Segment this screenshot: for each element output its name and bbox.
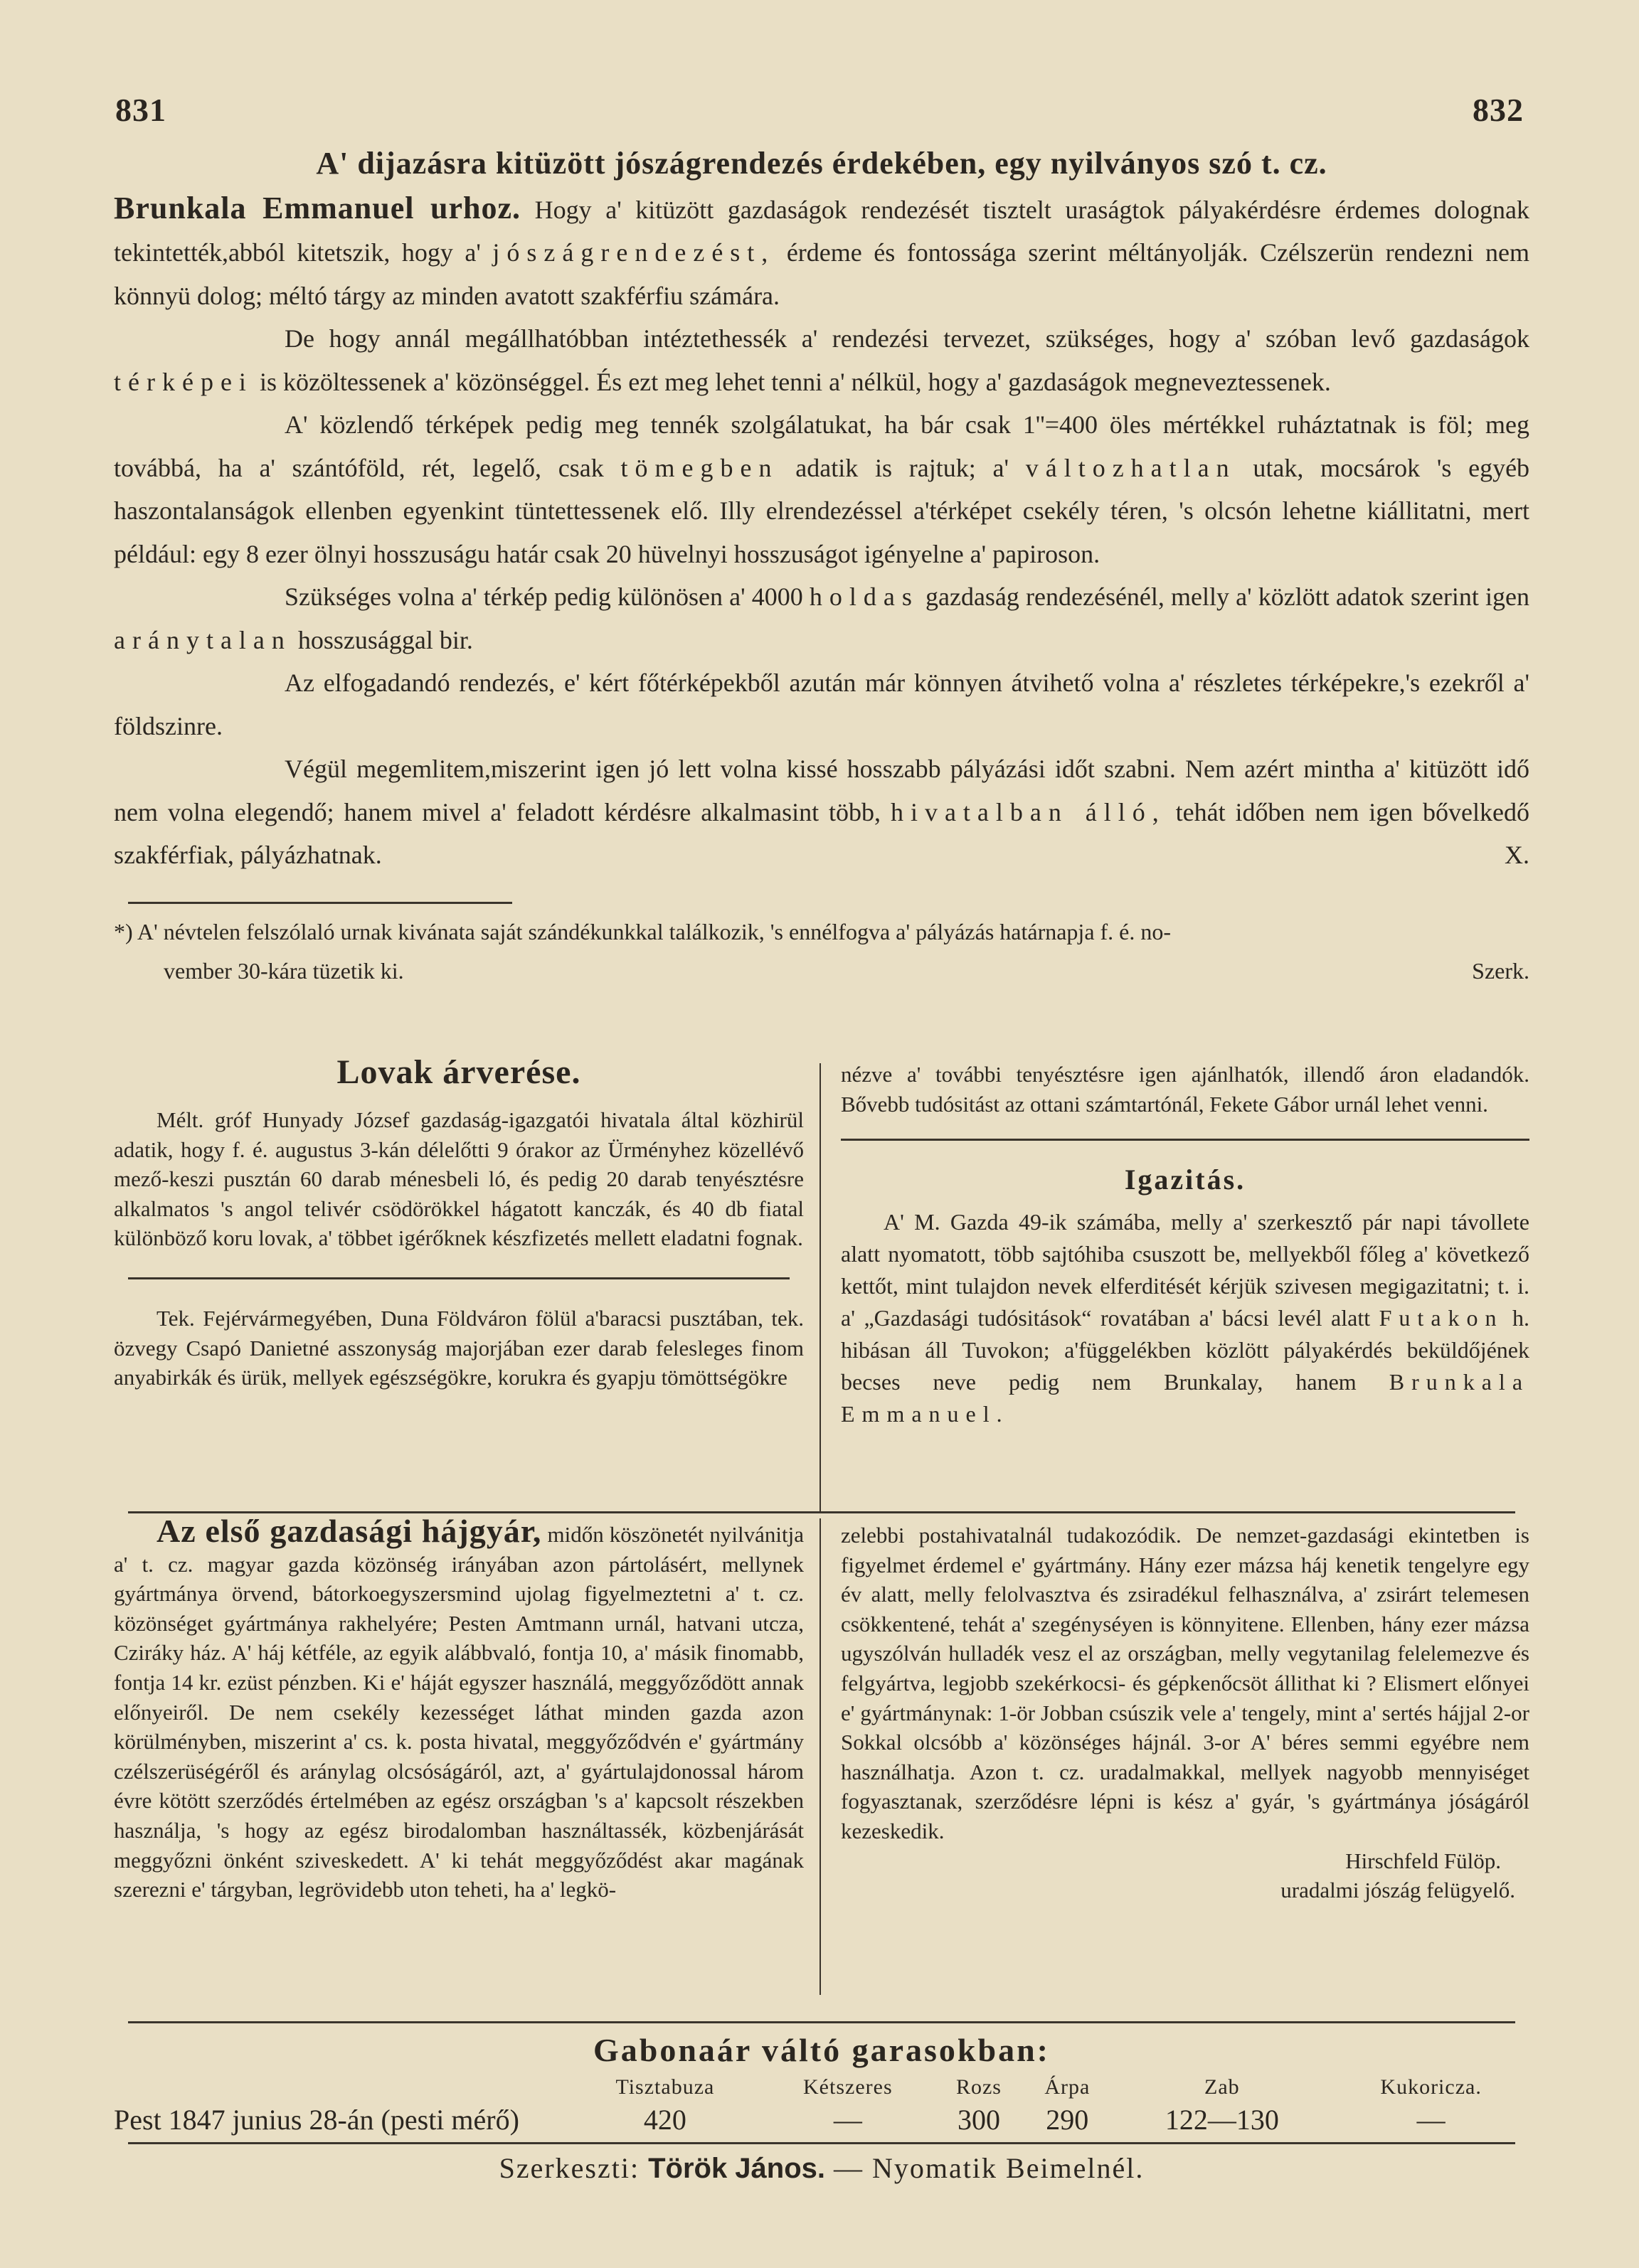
footnote-line-1: *) A' névtelen felszólaló urnak kivánata saját szándékunkkal találkozik, 's ennélfogva a' pályázás határnapja f. é. no- xyxy=(114,919,1172,944)
hajgyar-text-1: Az első gazdasági hájgyár, midőn köszönetét nyilvánitja a' t. cz. magyar gazda közönség irányában azon pártolásért, mellynek gyártmánya örvend, bátorkoegyszersmind ujolag figyelmeztetni a' t. cz. közönséget gyártmánya rakhelyére; Pesten Amtmann urnál, hatvani utcza, Cziráky ház. A' háj kétféle, az egyik alábbvaló, fontja 10, a' másik finomabb, fontja 14 kr. ezüst pénzben. Ki e' háját egyszer használá, meggyőződött annak előnyeiről. De nem csekély kezességet láthat minden gazda azon körülményben, miszerint a' cs. k. posta hivatal, meggyőződvén e' gyártmány czélszerüségéről és aránylag olcsóságáról, azt, a' gyártulajdonossal három évre kötött szerződés értelmében az egész országban 's a' kapcsolt részekben használja, 's hogy az egész birodalomban használtassék, közbenjárását meggyőzni önként sziveskedett. A' ki tehát meggyőződést akar magának szerezni e' tárgyban, legrövidebb uton teheti, ha a' legkö- xyxy=(114,1513,804,1902)
footnote-line-2: vember 30-kára tüzetik ki. Szerk. xyxy=(114,952,1529,991)
editor-name: Török János. xyxy=(648,2153,826,2184)
grain-prices xyxy=(114,2030,1529,2139)
hajgyar-text-2: zelebbi postahivatalnál tudakozódik. De nemzet-gazdasági ekintetben is figyelmet érdemel e' gyártmány. Hány ezer mázsa háj kenetik tengelyre egy év alatt, melly felolvasztva és zsiradékul felhasználva, a' zsirárt telemesen csökkentené, tehát a' szegényséyen is könnyitene. Ellenben, hány ezer mázsa ugyszólván hulladék vesz el az országban, melly vegytanilag felelemezve és felgyártva, legjobb szekérkocsi- és gépkenőcsöt állithat ki ? Elismert előnyei e' gyártmánynak: 1-ör Jobban csúszik vele a' tengely, mint a' sertés hájjal 2-or Sokkal olcsóbb a' közönséges hájnál. 3-or A' béres semmi egyébre nem használhatja. Azon t. cz. uradalmakkal, mellyek nagyobb mennyiséget fogyasztanak, szerződésre lépni is kész a' gyár, 's gyártmánya jóságáról kezeskedik. xyxy=(841,1523,1529,1843)
price-value: 290 xyxy=(1046,2104,1089,2136)
prices-row xyxy=(114,2102,1529,2139)
hajgyar-title: Az első gazdasági hájgyár, xyxy=(157,1513,542,1549)
price-value: 420 xyxy=(643,2104,686,2136)
prices-title: Gabonaár váltó garasokban: xyxy=(593,2032,1051,2068)
lovak-title: Lovak árverése. xyxy=(336,1053,581,1091)
article-paragraph-6: Végül megemlitem,miszerint igen jó lett volna kissé hosszabb pályázási időt szabni. Nem azért mintha a' kitüzött idő nem volna elegendő; hanem mivel a' feladott kérdésre alkalmasint több, hivatalban álló, tehát időben nem igen bővelkedő szakférfiak, pályázhatnak. X. xyxy=(114,747,1529,877)
article-paragraph-4: Szükséges volna a' térkép pedig különösen a' 4000 holdas gazdaság rendezésénél, melly a' közlött adatok szerint igen aránytalan hosszusággal bir. xyxy=(114,582,1530,654)
hajgyar-signature-title: uradalmi jószág felügyelő. xyxy=(1280,1878,1515,1903)
footnote-signature: Szerk. xyxy=(1472,958,1529,984)
column-divider-bottom xyxy=(820,1518,821,1995)
lovak-arverese xyxy=(114,1051,804,1393)
lovak-paragraph-2: Tek. Fejérvármegyében, Duna Földváron fölül a'baracsi pusztában, tek. özvegy Csapó Danietné asszonyság majorjában ezer darab felesleges finom anyabirkák és ürük, mellyek egészségökre, korukra és gyapju tömöttségökre xyxy=(114,1305,804,1390)
price-value: — xyxy=(833,2104,862,2136)
price-value: — xyxy=(1416,2104,1446,2136)
price-value: 122—130 xyxy=(1165,2104,1279,2136)
right-column-rule xyxy=(841,1119,1529,1141)
prices-header: Kukoricza. xyxy=(1380,2075,1482,2099)
page-number-left: 831 xyxy=(115,92,166,128)
prices-header: Tisztabuza xyxy=(615,2075,715,2099)
printer: — Nyomatik Beimelnél. xyxy=(834,2152,1145,2184)
article-paragraph-2: De hogy annál megállhatóbban intéztethessék a' rendezési tervezet, szükséges, hogy a' szóban levő gazdaságok térképei is közöltessenek a' közönséggel. És ezt meg lehet tenni a' nélkül, hogy a' gazdaságok megneveztessenek. xyxy=(114,324,1529,396)
hajgyar-left xyxy=(114,1513,804,1905)
lovak-paragraph-3: nézve a' további tenyésztésre igen ajánlhatók, illendő áron eladandók. Bővebb tudósitást az ottani számtartónál, Fekete Gábor urnál lehet venni. xyxy=(841,1062,1529,1117)
footnote-rule xyxy=(128,902,512,904)
right-column-top xyxy=(841,1060,1529,1430)
lovak-paragraph-1: Mélt. gróf Hunyady József gazdaság-igazgatói hivatala által közhirül adatik, hogy f. é. augustus 3-kán délelőtti 9 órakor az Ürményhez közellévő mező-keszi pusztán 60 darab ménesbeli ló, és pedig 20 darab tenyésztésre alkalmatos 's angol telivér csödörökkel hágatott kanczák, és 40 db fiatal különböző koru lovak, a' többet igérőknek készfizetés mellett eladatni fognak. xyxy=(114,1107,804,1251)
article-title: A' dijazásra kitüzött jószágrendezés érdekében, egy nyilványos szó t. cz. xyxy=(316,146,1327,181)
editor-footnote xyxy=(114,912,1529,991)
prices-header: Árpa xyxy=(1044,2075,1091,2099)
column-divider-top xyxy=(820,1063,821,1511)
editor-label: Szerkeszti: xyxy=(499,2152,640,2184)
article-joszagrendezes xyxy=(114,142,1529,877)
igazitas-text: A' M. Gazda 49-ik számába, melly a' szerkesztő pár napi távollete alatt nyomatott, több sajtóhiba csuszott be, mellyekből főleg a' következő kettőt, mint tulajdon nevek elferditését kérjük szivesen megigazitatni; t. i. a' „Gazdasági tudósitások“ rovatában a' bácsi levél alatt Futakon h. hibásan áll Tuvokon; a'függelékben közlött pályakérdés beküldőjének becses neve pedig nem Brunkalay, hanem Brunkala Emmanuel. xyxy=(841,1209,1530,1427)
imprint xyxy=(114,2151,1529,2185)
price-value: 300 xyxy=(957,2104,1000,2136)
prices-header-row xyxy=(114,2073,1529,2102)
article-paragraph-5: Az elfogadandó rendezés, e' kért főtérképekből azután már könnyen átvihető volna a' részletes térképekre,'s ezekről a' földszinre. xyxy=(114,669,1529,740)
prices-header: Zab xyxy=(1204,2075,1240,2099)
hajgyar-signature: Hirschfeld Fülöp. xyxy=(1345,1848,1501,1873)
page-number-right: 832 xyxy=(1473,92,1524,128)
article-signature: X. xyxy=(1505,841,1529,869)
footer-rule xyxy=(128,2142,1515,2144)
prices-row-label: Pest 1847 junius 28-án (pesti mérő) xyxy=(114,2104,519,2136)
prices-header: Kétszeres xyxy=(803,2075,893,2099)
prices-header: Rozs xyxy=(955,2075,1002,2099)
prices-table xyxy=(114,2073,1529,2139)
lovak-rule xyxy=(128,1253,790,1279)
article-addressee: Brunkala Emmanuel urhoz. xyxy=(114,190,521,225)
prices-rule xyxy=(128,2021,1515,2023)
hajgyar-right xyxy=(841,1521,1529,1905)
article-paragraph-3: A' közlendő térképek pedig meg tennék szolgálatukat, ha bár csak 1''=400 öles mértékkel ruháztatnak is föl; meg továbbá, ha a' szántóföld, rét, legelő, csak tömegben adatik is rajtuk; a' változhatlan utak, mocsárok 's egyéb haszontalanságok ellenben egyenkint tüntettessenek elő. Illy elrendezéssel a'térképet csekély téren, 's olcsón lehetne kiállitatni, mert például: egy 8 ezer ölnyi hosszuságu határ csak 20 hüvelnyi hosszuságot igényelne a' papiroson. xyxy=(114,410,1530,568)
article-paragraph-1: Brunkala Emmanuel urhoz. Hogy a' kitüzött gazdaságok rendezését tisztelt uraságtok pályakérdésre érdemes dolognak tekintették,abból kitetszik, hogy a' jószágrendezést, érdeme és fontossága szerint méltányolják. Czélszerün rendezni nem könnyü dolog; méltó tárgy az minden avatott szakférfiu számára. xyxy=(114,190,1530,310)
igazitas-title: Igazitás. xyxy=(1124,1164,1246,1196)
